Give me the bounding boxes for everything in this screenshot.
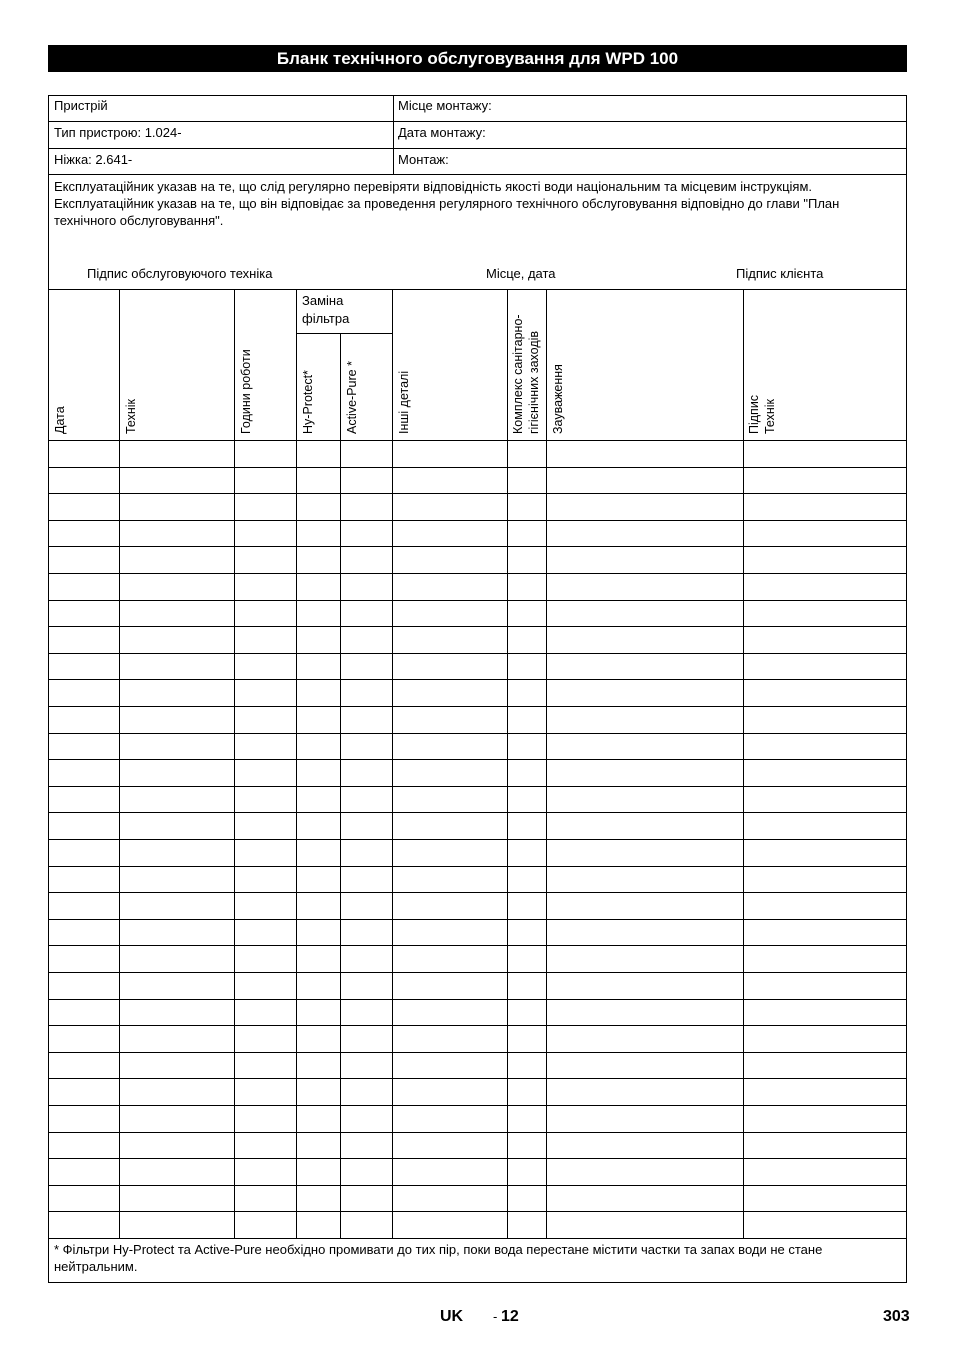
table-row	[48, 1132, 907, 1133]
table-row	[48, 1185, 907, 1186]
place-date-label: Місце, дата	[486, 266, 556, 281]
notice-line-1: Експлуатаційник указав на те, що слід регулярно перевіряти відповідність якості води національним та місцевим інструкціям.	[54, 179, 813, 194]
column-header-sanitary-1: Комплекс санітарно-	[511, 314, 525, 434]
device-type-field[interactable]: Тип пристрою: 1.024-	[54, 125, 182, 140]
stand-field[interactable]: Ніжка: 2.641-	[54, 152, 133, 167]
table-row	[48, 573, 907, 574]
column-header-sanitary-2: гігієнічних заходів	[527, 330, 541, 434]
column-header-signature-1: Підпис	[747, 394, 761, 434]
table-row	[48, 1158, 907, 1159]
footer-section-number: 12	[500, 1308, 519, 1325]
technician-signature-label: Підпис обслуговуючого техніка	[87, 266, 273, 281]
table-row	[48, 600, 907, 601]
table-row	[48, 1211, 907, 1212]
column-header-active-pure: Active-Pure *	[345, 361, 359, 434]
table-row	[48, 733, 907, 734]
table-row	[48, 440, 907, 441]
table-row	[48, 759, 907, 760]
table-row	[48, 520, 907, 521]
table-row	[48, 999, 907, 1000]
table-row	[48, 972, 907, 973]
divider	[393, 95, 394, 175]
column-header-technician: Технік	[124, 398, 138, 434]
table-row	[48, 1078, 907, 1079]
column-divider	[296, 289, 297, 1239]
table-row	[48, 786, 907, 787]
table-row	[48, 493, 907, 494]
column-header-date: Дата	[53, 406, 67, 434]
table-row	[48, 653, 907, 654]
table-row	[48, 1052, 907, 1053]
device-field[interactable]: Пристрій	[54, 98, 108, 113]
table-row	[48, 706, 907, 707]
column-header-signature-2: Технік	[763, 398, 777, 434]
table-row	[48, 1238, 907, 1239]
column-divider	[119, 289, 120, 1239]
column-header-filter-change: Заміна фільтра	[302, 293, 350, 326]
operator-notice	[54, 178, 902, 229]
column-divider	[392, 289, 393, 1239]
table-row	[48, 945, 907, 946]
column-divider	[507, 289, 508, 1239]
table-row	[48, 866, 907, 867]
table-row	[48, 546, 907, 547]
divider	[48, 148, 907, 149]
footer-language: UK	[440, 1308, 464, 1325]
column-header-other-parts: Інші деталі	[397, 370, 411, 434]
table-row	[48, 919, 907, 920]
column-divider	[546, 289, 547, 1239]
install-place-field[interactable]: Місце монтажу:	[398, 98, 492, 113]
footer-section	[493, 1308, 519, 1326]
install-date-field[interactable]: Дата монтажу:	[398, 125, 486, 140]
footer-section-dash: -	[493, 1309, 501, 1324]
table-row	[48, 467, 907, 468]
table-row	[48, 626, 907, 627]
column-header-remarks: Зауваження	[551, 364, 565, 434]
footnote: * Фільтри Hy-Protect та Active-Pure необхідно промивати до тих пір, поки вода перестане містити частки та запах води не стане нейтральним.	[54, 1242, 823, 1274]
column-divider	[743, 289, 744, 1239]
table-row	[48, 679, 907, 680]
mounting-field[interactable]: Монтаж:	[398, 152, 449, 167]
divider	[296, 333, 393, 334]
client-signature-label: Підпис клієнта	[736, 266, 824, 281]
divider	[48, 289, 907, 290]
table-row	[48, 1025, 907, 1026]
page-title: Бланк технічного обслуговування для WPD 100	[48, 45, 907, 72]
table-row	[48, 892, 907, 893]
table-row	[48, 1105, 907, 1106]
notice-line-2: Експлуатаційник указав на те, що він відповідає за проведення регулярного технічного обслуговування відповідно до глави "План технічного обслуговування".	[54, 196, 840, 228]
divider	[48, 121, 907, 122]
column-header-hours: Години роботи	[239, 349, 253, 434]
table-row	[48, 839, 907, 840]
divider	[48, 174, 907, 175]
footer-page-number: 303	[883, 1308, 910, 1325]
table-row	[48, 812, 907, 813]
column-header-hy-protect: Hy-Protect*	[301, 370, 315, 434]
column-divider	[234, 289, 235, 1239]
